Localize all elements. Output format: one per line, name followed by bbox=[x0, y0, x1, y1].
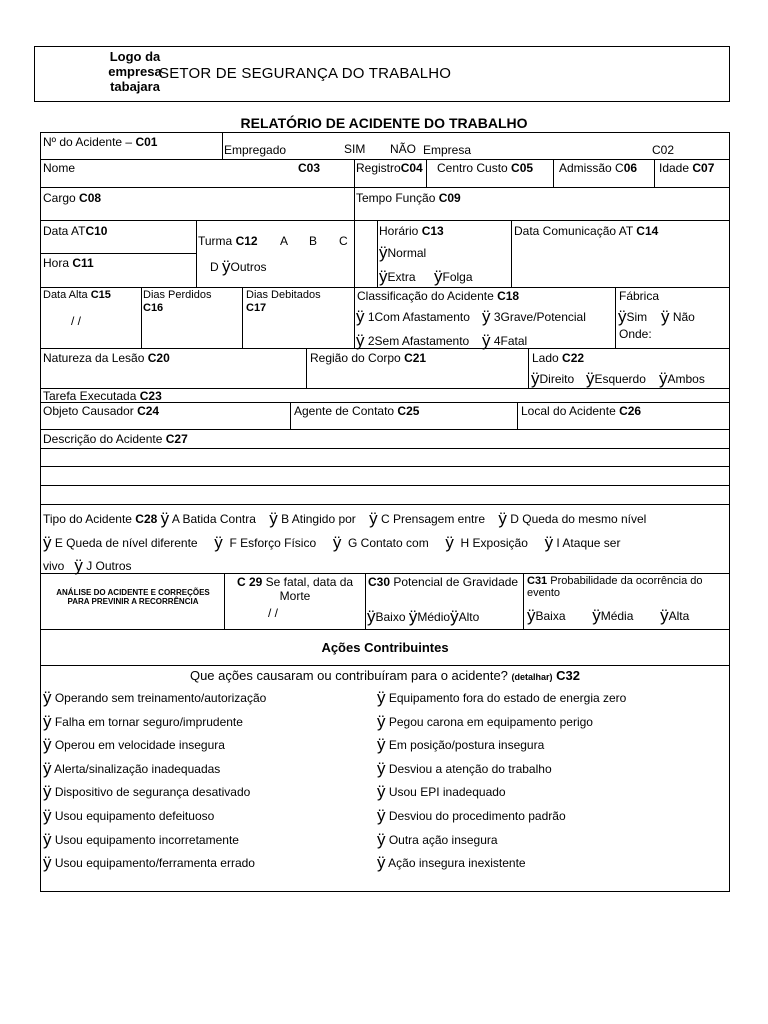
acao-item[interactable] bbox=[43, 855, 255, 871]
c30-field: C30 Potencial de Gravidade bbox=[368, 575, 519, 589]
company-logo-placeholder: Logo da empresa tabajara bbox=[108, 49, 162, 94]
classificacao-field: Classificação do Acidente C18 bbox=[357, 289, 520, 303]
acao-label: Operando sem treinamento/autorização bbox=[54, 691, 267, 705]
cargo-field[interactable]: Cargo C08 bbox=[43, 191, 102, 205]
classificacao-option-1[interactable]: ÿ 1Com Afastamento bbox=[356, 307, 470, 326]
checkbox-icon[interactable]: ÿ bbox=[214, 533, 223, 552]
empregado-label: Empregado bbox=[224, 143, 287, 157]
acao-item[interactable] bbox=[43, 758, 221, 778]
acao-label: Equipamento fora do estado de energia zero bbox=[388, 691, 627, 705]
agente-field[interactable]: Agente de Contato C25 bbox=[294, 404, 420, 418]
dias-debitados-label: Dias Debitados bbox=[246, 289, 321, 301]
checkbox-icon[interactable]: ÿ bbox=[379, 267, 388, 286]
acao-item[interactable] bbox=[377, 737, 544, 753]
nome-label: Nome bbox=[43, 161, 76, 175]
checkbox-icon[interactable]: ÿ bbox=[661, 307, 670, 326]
acao-item[interactable] bbox=[43, 690, 266, 706]
acao-label: Alerta/sinalização inadequadas bbox=[54, 761, 221, 776]
acao-item[interactable] bbox=[43, 829, 239, 849]
acoes-question: Que ações causaram ou contribuíram para o acidente? (detalhar) C32 bbox=[189, 668, 581, 683]
data-at-field[interactable]: Data ATC10 bbox=[43, 224, 108, 238]
horario-field: Horário C13 bbox=[379, 224, 444, 238]
admissao-field[interactable]: Admissão C06 bbox=[559, 161, 638, 175]
c02-code: C02 bbox=[652, 143, 675, 157]
checkbox-icon[interactable]: ÿ bbox=[377, 853, 386, 873]
acao-item[interactable] bbox=[377, 784, 506, 800]
c30-options: ÿBaixo ÿMédioÿAlto bbox=[367, 607, 480, 626]
header-box bbox=[34, 46, 730, 102]
checkbox-icon[interactable]: ÿ bbox=[618, 307, 627, 326]
dias-debitados-code: C17 bbox=[246, 302, 267, 314]
checkbox-icon[interactable]: ÿ bbox=[43, 758, 52, 778]
acao-label: Em posição/postura insegura bbox=[388, 738, 545, 753]
fabrica-label: Fábrica bbox=[619, 289, 660, 303]
acao-label: Usou equipamento incorretamente bbox=[54, 832, 239, 847]
lado-esquerdo-option[interactable]: ÿEsquerdo bbox=[586, 369, 646, 388]
checkbox-icon[interactable]: ÿ bbox=[450, 607, 459, 626]
fabrica-nao-option[interactable]: ÿ Não bbox=[661, 307, 695, 326]
checkbox-icon[interactable]: ÿ bbox=[43, 735, 52, 755]
empregado-sim-option[interactable]: SIM bbox=[344, 142, 366, 156]
acao-item[interactable] bbox=[377, 808, 566, 824]
checkbox-icon[interactable]: ÿ bbox=[445, 533, 454, 552]
analise-label: ANÁLISE DO ACIDENTE E CORREÇÕES PARA PREVINIR A RECORRÊNCIA bbox=[56, 588, 210, 606]
checkbox-icon[interactable]: ÿ bbox=[434, 267, 443, 286]
nome-code: C03 bbox=[298, 161, 321, 175]
natureza-field[interactable]: Natureza da Lesão C20 bbox=[43, 351, 170, 365]
accident-report-form bbox=[40, 132, 730, 892]
turma-option-d[interactable]: D ÿOutros bbox=[210, 257, 267, 276]
turma-field: Turma C12 bbox=[198, 234, 258, 248]
accident-number-field[interactable]: Nº do Acidente – C01 bbox=[43, 135, 158, 149]
acao-label: Pegou carona em equipamento perigo bbox=[388, 714, 593, 729]
c29-field: C 29 Se fatal, data da Morte bbox=[236, 575, 354, 603]
data-alta-field[interactable]: Data Alta C15 bbox=[43, 289, 111, 301]
tempo-funcao-field[interactable]: Tempo Função C09 bbox=[356, 191, 461, 205]
checkbox-icon[interactable]: ÿ bbox=[43, 782, 52, 802]
empresa-label: Empresa bbox=[423, 143, 472, 157]
local-field[interactable]: Local do Acidente C26 bbox=[521, 404, 642, 418]
checkbox-icon[interactable]: ÿ bbox=[43, 829, 52, 849]
fabrica-onde-label: Onde: bbox=[619, 327, 652, 341]
checkbox-icon[interactable]: ÿ bbox=[482, 331, 491, 350]
checkbox-icon[interactable]: ÿ bbox=[43, 806, 52, 825]
checkbox-icon[interactable]: ÿ bbox=[659, 369, 668, 388]
acao-label: Desviou a atenção do trabalho bbox=[388, 761, 552, 776]
idade-field[interactable]: Idade C07 bbox=[659, 161, 715, 175]
checkbox-icon[interactable]: ÿ bbox=[592, 606, 601, 625]
acao-label: Dispositivo de segurança desativado bbox=[54, 785, 251, 800]
c29-date[interactable]: / / bbox=[268, 606, 279, 620]
checkbox-icon[interactable]: ÿ bbox=[544, 533, 554, 552]
acao-item[interactable] bbox=[377, 829, 498, 849]
checkbox-icon[interactable]: ÿ bbox=[377, 806, 386, 825]
checkbox-icon[interactable]: ÿ bbox=[269, 509, 278, 528]
checkbox-icon[interactable]: ÿ bbox=[43, 688, 52, 707]
data-comunicacao-field[interactable]: Data Comunicação AT C14 bbox=[514, 224, 659, 238]
checkbox-icon[interactable]: ÿ bbox=[356, 331, 365, 350]
acao-label: Falha em tornar seguro/imprudente bbox=[54, 714, 243, 729]
acao-label: Usou equipamento/ferramenta errado bbox=[54, 856, 255, 871]
horario-folga-option[interactable]: ÿFolga bbox=[434, 267, 473, 286]
checkbox-icon[interactable]: ÿ bbox=[377, 829, 386, 849]
checkbox-icon[interactable]: ÿ bbox=[408, 607, 418, 626]
c31-field: C31 Probabilidade da ocorrência do evento bbox=[527, 575, 703, 599]
checkbox-icon[interactable]: ÿ bbox=[377, 758, 386, 778]
registro-field[interactable]: RegistroC04 bbox=[356, 161, 423, 175]
c31-options: ÿBaixa ÿMédia ÿAlta bbox=[527, 606, 690, 625]
lado-ambos-option[interactable]: ÿAmbos bbox=[659, 369, 705, 388]
acao-item[interactable] bbox=[377, 855, 526, 871]
checkbox-icon[interactable]: ÿ bbox=[43, 853, 52, 873]
checkbox-icon[interactable]: ÿ bbox=[74, 556, 83, 575]
acao-item[interactable] bbox=[43, 711, 243, 731]
tipo-acidente-line-1: Tipo do Acidente C28 ÿ A Batida Contra ÿ B Atingido por ÿ C Prensagem entre ÿ D Queda do mesmo nível bbox=[43, 509, 647, 528]
acao-item[interactable] bbox=[43, 808, 214, 824]
acao-item[interactable] bbox=[377, 690, 626, 706]
sector-title: SETOR DE SEGURANÇA DO TRABALHO bbox=[159, 65, 452, 82]
checkbox-icon[interactable]: ÿ bbox=[222, 257, 231, 276]
checkbox-icon[interactable]: ÿ bbox=[531, 369, 540, 388]
turma-option-c[interactable]: C bbox=[339, 234, 348, 248]
checkbox-icon[interactable]: ÿ bbox=[586, 369, 595, 388]
acao-label: Desviou do procedimento padrão bbox=[388, 809, 566, 823]
checkbox-icon[interactable]: ÿ bbox=[377, 782, 386, 802]
checkbox-icon[interactable]: ÿ bbox=[356, 307, 365, 326]
checkbox-icon[interactable]: ÿ bbox=[527, 606, 536, 625]
fabrica-sim-option[interactable]: ÿSim bbox=[618, 307, 648, 326]
acao-label: Outra ação insegura bbox=[388, 832, 498, 847]
turma-option-b[interactable]: B bbox=[309, 234, 318, 248]
report-title: RELATÓRIO DE ACIDENTE DO TRABALHO bbox=[240, 115, 528, 131]
dias-perdidos-label: Dias Perdidos bbox=[143, 289, 212, 301]
acao-item[interactable] bbox=[43, 737, 225, 753]
checkbox-icon[interactable]: ÿ bbox=[498, 509, 507, 528]
horario-normal-option[interactable]: ÿNormal bbox=[379, 243, 427, 262]
objeto-field[interactable]: Objeto Causador C24 bbox=[43, 404, 160, 418]
checkbox-icon[interactable]: ÿ bbox=[660, 606, 669, 625]
checkbox-icon[interactable]: ÿ bbox=[482, 307, 491, 326]
empregado-nao-option[interactable]: NÃO bbox=[390, 142, 417, 156]
checkbox-icon[interactable]: ÿ bbox=[379, 243, 388, 262]
acao-item[interactable] bbox=[43, 784, 250, 800]
turma-option-a[interactable]: A bbox=[280, 234, 289, 248]
lado-direito-option[interactable]: ÿDireito bbox=[531, 369, 575, 388]
centro-custo-field[interactable]: Centro Custo C05 bbox=[437, 161, 534, 175]
tarefa-field[interactable]: Tarefa Executada C23 bbox=[43, 389, 162, 403]
checkbox-icon[interactable]: ÿ bbox=[160, 509, 170, 528]
acao-label: Usou EPI inadequado bbox=[388, 785, 506, 800]
regiao-field[interactable]: Região do Corpo C21 bbox=[310, 351, 427, 365]
checkbox-icon[interactable]: ÿ bbox=[377, 735, 386, 755]
horario-extra-option[interactable]: ÿExtra bbox=[379, 267, 416, 286]
checkbox-icon[interactable]: ÿ bbox=[43, 711, 52, 731]
acao-item[interactable] bbox=[377, 711, 593, 731]
hora-field[interactable]: Hora C11 bbox=[43, 256, 94, 270]
tipo-acidente-line-3: vivo ÿ J Outros bbox=[43, 556, 132, 575]
checkbox-icon[interactable]: ÿ bbox=[377, 688, 386, 707]
classificacao-option-3[interactable]: ÿ 3Grave/Potencial bbox=[482, 307, 586, 326]
acoes-title: Ações Contribuintes bbox=[321, 640, 449, 655]
checkbox-icon[interactable]: ÿ bbox=[43, 533, 52, 552]
acao-label: Ação insegura inexistente bbox=[388, 856, 526, 871]
lado-field: Lado C22 bbox=[532, 351, 585, 365]
checkbox-icon[interactable]: ÿ bbox=[367, 607, 376, 626]
tipo-acidente-line-2: ÿ E Queda de nível diferente ÿ F Esforço Físico ÿ G Contato com ÿ H Exposição ÿ I Ataque ser bbox=[43, 533, 621, 552]
classificacao-option-2[interactable]: ÿ 2Sem Afastamento bbox=[356, 331, 470, 350]
checkbox-icon[interactable]: ÿ bbox=[332, 533, 342, 552]
checkbox-icon[interactable]: ÿ bbox=[377, 711, 386, 731]
checkbox-icon[interactable]: ÿ bbox=[369, 509, 378, 528]
dias-perdidos-code: C16 bbox=[143, 302, 164, 314]
acao-label: Usou equipamento defeituoso bbox=[54, 809, 215, 823]
classificacao-option-4[interactable]: ÿ 4Fatal bbox=[482, 331, 528, 350]
descricao-field[interactable]: Descrição do Acidente C27 bbox=[43, 432, 188, 446]
data-alta-date[interactable]: / / bbox=[71, 314, 82, 328]
acao-item[interactable] bbox=[377, 758, 552, 778]
acao-label: Operou em velocidade insegura bbox=[54, 738, 225, 753]
